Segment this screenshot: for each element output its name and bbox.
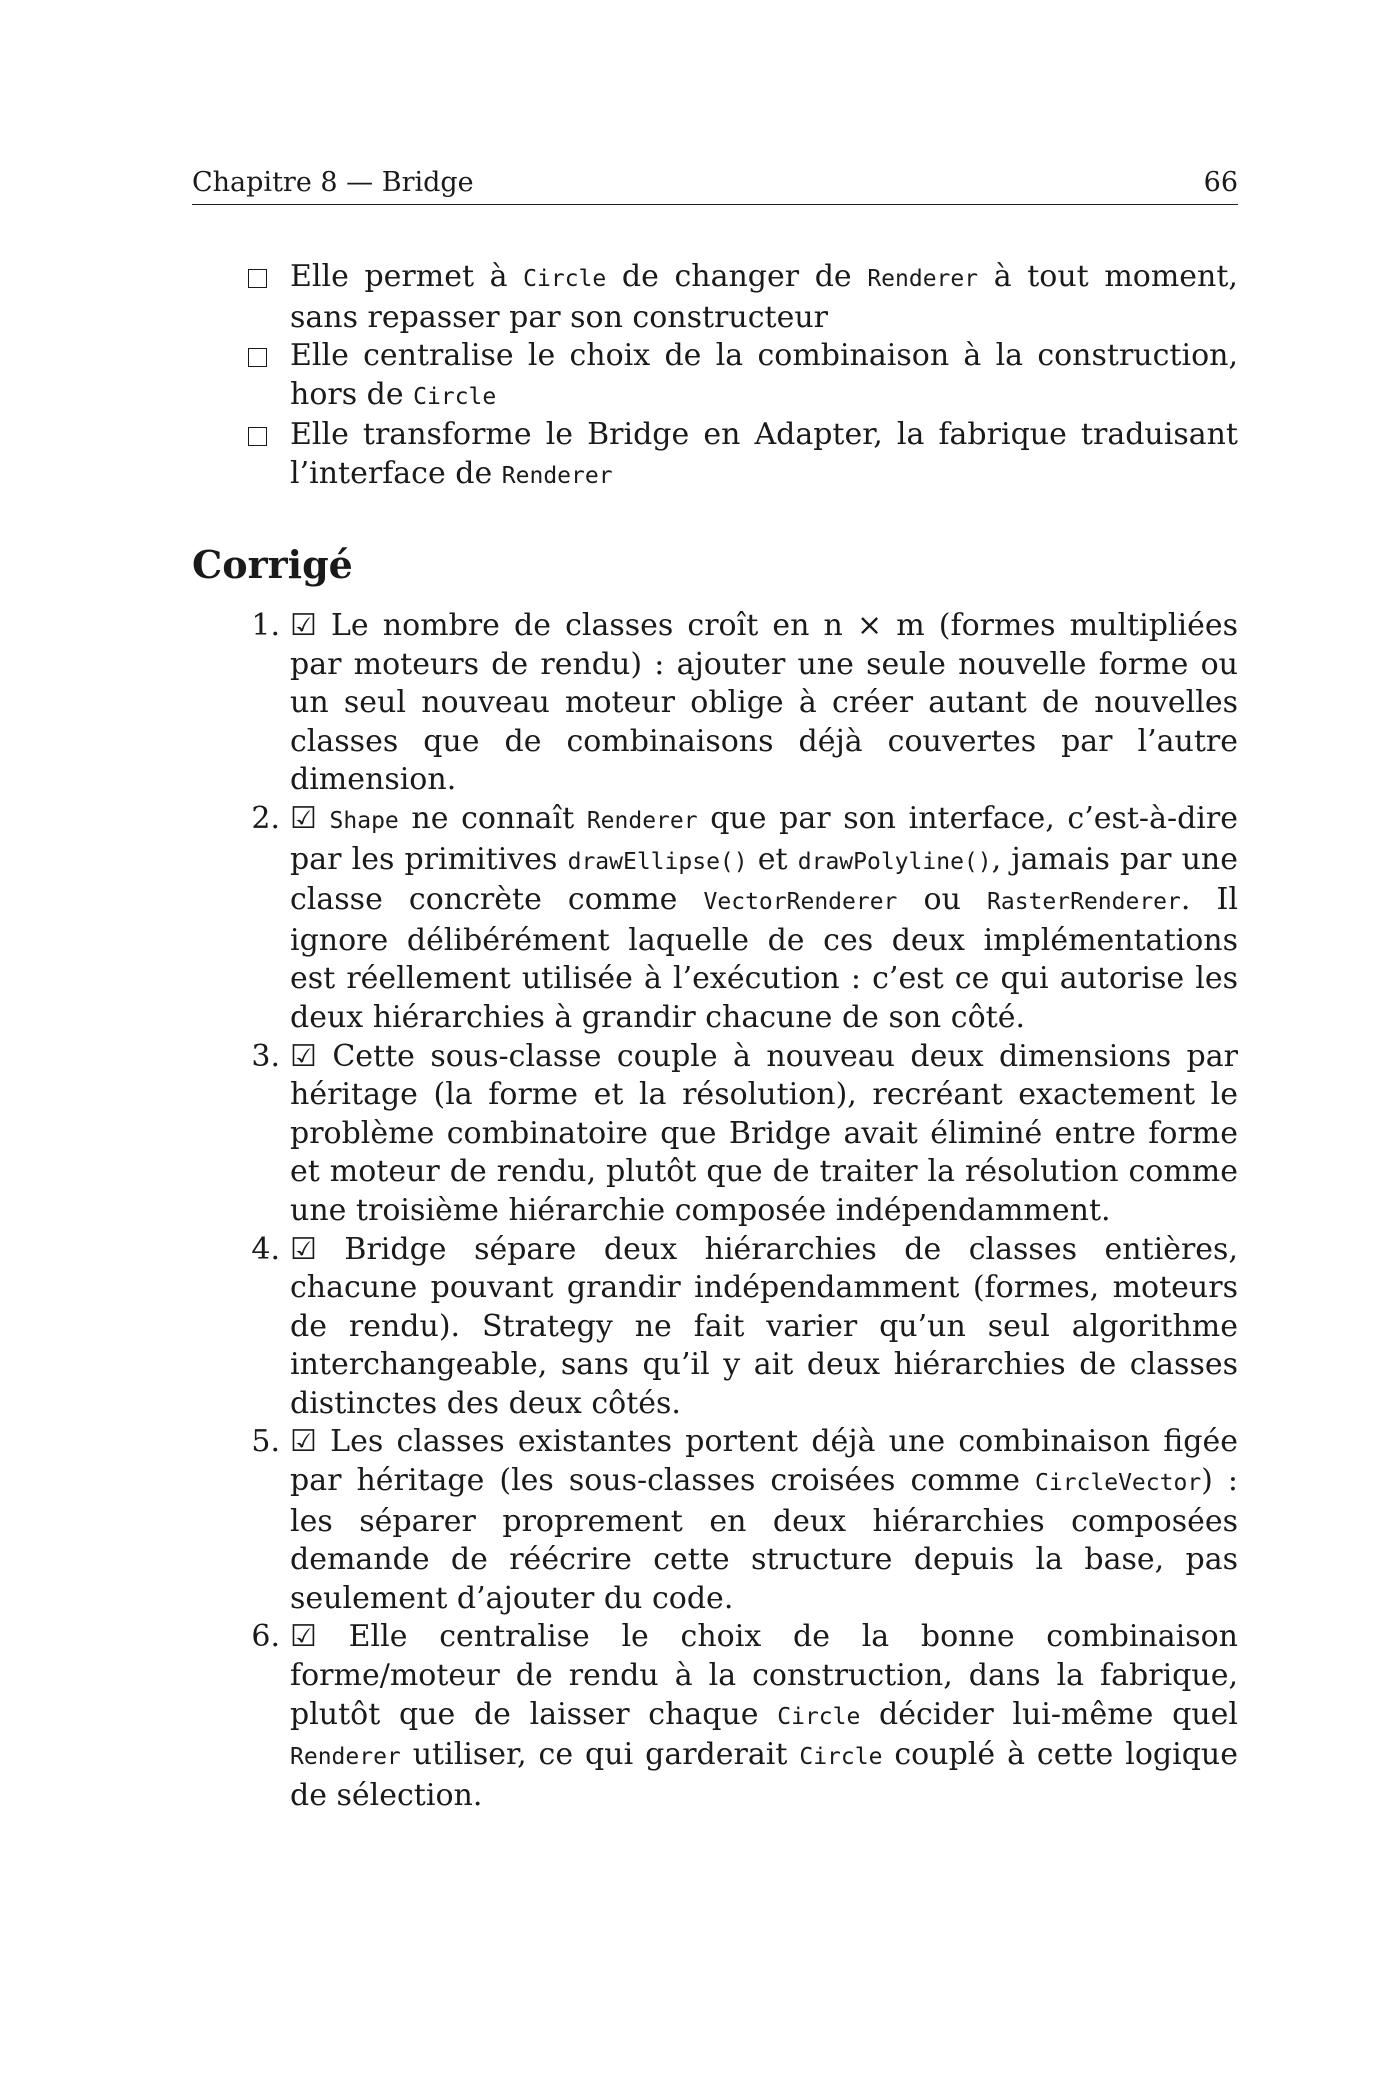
item-text: Le nombre de classes croît en n × m (formes multipliées par moteurs de rendu) : ajouter une seule nouvelle forme ou un seul nouveau moteur oblige à créer autant de nouvelles classes que de combinaisons déjà couvertes par l’autre dimension. xyxy=(290,608,1238,798)
item-text: Elle centralise le choix de la bonne combinaison forme/moteur de rendu à la construction, dans la fabrique, plutôt que de laisser chaque xyxy=(290,1619,1238,1732)
item-text: ou xyxy=(897,882,988,918)
item-number: 6. xyxy=(251,1619,280,1655)
item-text: ne connaît xyxy=(398,800,587,836)
running-header xyxy=(192,164,1238,205)
answer-option xyxy=(246,416,1238,495)
code-term: Circle xyxy=(777,1703,861,1730)
code-term: Renderer xyxy=(501,462,613,489)
answer-options-list xyxy=(246,258,1238,495)
option-text: à tout moment, sans repasser par son constructeur xyxy=(290,259,1238,335)
chapter-title: Chapitre 8 — Bridge xyxy=(192,167,474,198)
item-text: et xyxy=(747,841,798,877)
code-term: drawPolyline() xyxy=(797,848,992,875)
item-text: Cette sous-classe couple à nouveau deux dimensions par héritage (la forme et la résolution), recréant exactement le problème combinatoire que Bridge avait éliminé entre forme et moteur de rendu, plutôt que de traiter la résolution comme une troisième hiérarchie composée indépendamment. xyxy=(290,1038,1238,1228)
item-number: 3. xyxy=(251,1038,280,1074)
item-text: utiliser, ce qui garderait xyxy=(400,1737,800,1773)
section-title: Corrigé xyxy=(192,542,353,587)
item-number: 2. xyxy=(251,800,280,836)
page-number: 66 xyxy=(1203,167,1238,198)
empty-checkbox-icon xyxy=(248,348,267,367)
code-term: Circle xyxy=(799,1744,883,1771)
code-term: Renderer xyxy=(586,807,698,834)
code-term: Renderer xyxy=(290,1744,401,1771)
item-text: Les classes existantes portent déjà une combinaison figée par héritage (les sous-classes croisées comme xyxy=(290,1424,1238,1499)
item-text: , jamais par une classe concrète comme xyxy=(290,841,1238,918)
item-text: décider lui-même quel xyxy=(860,1696,1238,1732)
code-term: Circle xyxy=(523,266,607,292)
corrige-item xyxy=(251,1618,1238,1815)
option-text: Elle centralise le choix de la combinaison à la construction, hors de xyxy=(290,338,1238,412)
answer-option xyxy=(246,337,1238,416)
item-number: 4. xyxy=(251,1231,280,1267)
checked-box-icon: ☑ xyxy=(290,608,317,643)
item-text: . Il ignore délibérément laquelle de ces deux implémentations est réellement utilisée à l’exécution : c’est ce qui autorise les deux hiérarchies à grandir chacune de son côté. xyxy=(290,882,1238,1035)
item-text: ) : les séparer proprement en deux hiérarchies composées demande de réécrire cette structure depuis la base, pas seulement d’ajouter du code. xyxy=(290,1463,1238,1616)
code-term: CircleVector xyxy=(1035,1470,1202,1497)
item-number: 1. xyxy=(251,608,280,643)
checked-box-icon: ☑ xyxy=(290,1231,317,1267)
code-term: drawEllipse() xyxy=(567,848,748,875)
corrige-item xyxy=(251,800,1238,1038)
code-term: Circle xyxy=(413,383,497,410)
corrige-list xyxy=(251,607,1238,1815)
corrige-item xyxy=(251,1423,1238,1618)
checked-box-icon: ☑ xyxy=(290,1424,317,1460)
option-text: de changer de xyxy=(606,259,868,294)
item-number: 5. xyxy=(251,1424,280,1460)
code-term: Shape xyxy=(329,807,399,834)
corrige-item xyxy=(251,1231,1238,1424)
corrige-item xyxy=(251,607,1238,800)
checked-box-icon: ☑ xyxy=(290,800,317,836)
empty-checkbox-icon xyxy=(248,427,267,446)
answer-option xyxy=(246,258,1238,337)
corrige-item xyxy=(251,1038,1238,1231)
item-text: couplé à cette logique de sélection. xyxy=(290,1737,1238,1813)
checked-box-icon: ☑ xyxy=(290,1038,317,1074)
item-text: que par son interface, c’est-à-dire par les primitives xyxy=(290,800,1238,877)
code-term: Renderer xyxy=(867,266,979,292)
empty-checkbox-icon xyxy=(248,269,267,288)
option-text: Elle transforme le Bridge en Adapter, la fabrique traduisant l’interface de xyxy=(290,417,1238,491)
checked-box-icon: ☑ xyxy=(290,1619,317,1655)
item-text: Bridge sépare deux hiérarchies de classes entières, chacune pouvant grandir indépendamment (formes, moteurs de rendu). Strategy ne fait varier qu’un seul algorithme interchangeable, sans qu’il y ait deux hiérarchies de classes distinctes des deux côtés. xyxy=(290,1231,1238,1421)
option-text: Elle permet à xyxy=(290,259,524,294)
code-term: VectorRenderer xyxy=(703,889,898,916)
code-term: RasterRenderer xyxy=(987,889,1181,916)
